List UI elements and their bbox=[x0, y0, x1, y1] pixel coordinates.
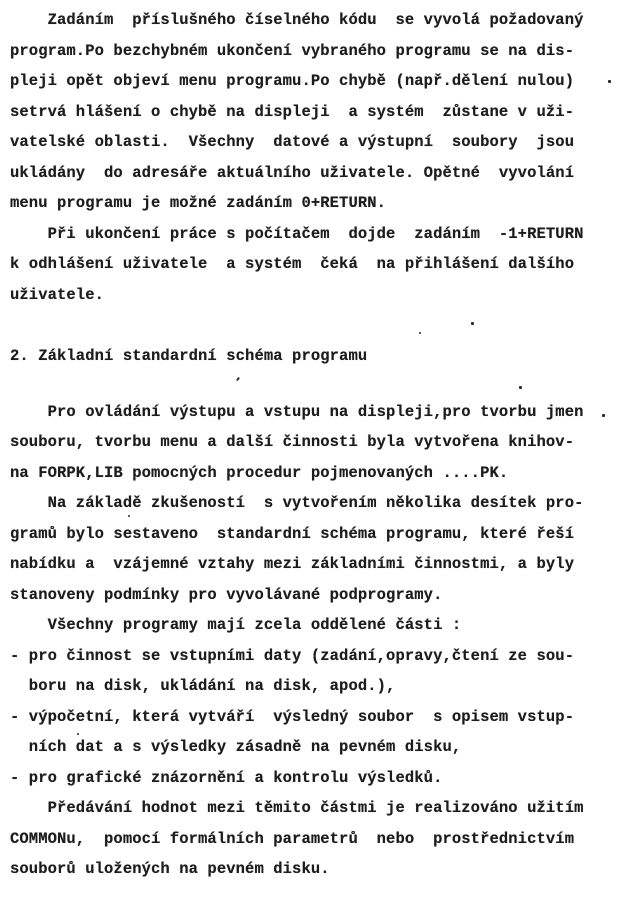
text-line: uživatele. bbox=[10, 285, 105, 304]
paragraph-1 bbox=[10, 5, 627, 219]
paragraph-4 bbox=[10, 488, 627, 610]
bullet-list bbox=[10, 641, 627, 794]
text-line: Zadáním příslušného číselného kódu se vyvolá požadovaný bbox=[10, 11, 584, 29]
text-line: Předávání hodnot mezi těmito částmi je realizováno užitím bbox=[10, 799, 584, 817]
text-line: souborů uložených na pevném disku. bbox=[10, 860, 330, 878]
text-line: k odhlášení uživatele a systém čeká na přihlášení dalšího bbox=[10, 255, 575, 273]
text-line: Pro ovládání výstupu a vstupu na displeji,pro tvorbu jmen bbox=[10, 402, 584, 421]
text-line: gramů bylo sestaveno standardní schéma programu, které řeší bbox=[10, 524, 575, 543]
paragraph-2 bbox=[10, 219, 627, 311]
paragraph-3 bbox=[10, 397, 627, 489]
text-line: Na základě zkušeností s vytvořením několika desítek pro- bbox=[10, 494, 584, 512]
text-line: setrvá hlášení o chybě na displeji a systém zůstane v uži- bbox=[10, 102, 575, 121]
text-line: nabídku a vzájemné vztahy mezi základními činnostmi, a byly bbox=[10, 555, 575, 573]
section-heading: 2. Základní standardní schéma programu bbox=[10, 347, 368, 365]
list-item: - pro grafické znázornění a kontrolu výsledků. bbox=[10, 768, 443, 787]
text-line: Při ukončení práce s počítačem dojde zadáním -1+RETURN bbox=[10, 224, 584, 243]
text-line: pleji opět objeví menu programu.Po chybě (např.dělení nulou) bbox=[10, 72, 575, 90]
scan-speck bbox=[128, 515, 130, 517]
scan-speck bbox=[608, 80, 611, 83]
text-line: stanoveny podmínky pro vyvolávané podprogramy. bbox=[10, 585, 443, 604]
scan-speck bbox=[471, 322, 474, 325]
scan-speck bbox=[519, 386, 522, 389]
paragraph-5 bbox=[10, 793, 627, 885]
text-line: program.Po bezchybném ukončení vybraného programu se na dis- bbox=[10, 41, 575, 60]
scan-speck bbox=[77, 733, 79, 735]
scan-speck bbox=[419, 332, 421, 334]
text-line: ukládány do adresáře aktuálního uživatele. Opětné vyvolání bbox=[10, 163, 575, 182]
list-item: ních dat a s výsledky zásadně na pevném disku, bbox=[10, 738, 462, 756]
text-line: na FORPK,LIB pomocných procedur pojmenovaných ....PK. bbox=[10, 463, 509, 482]
text-line: menu programu je možné zadáním 0+RETURN. bbox=[10, 194, 387, 212]
list-item: boru na disk, ukládání na disk, apod.), bbox=[10, 677, 396, 695]
text-line: vatelské oblasti. Všechny datové a výstupní soubory jsou bbox=[10, 133, 575, 151]
text-line: COMMONu, pomocí formálních parametrů nebo prostřednictvím bbox=[10, 829, 575, 848]
list-item: - výpočetní, která vytváří výsledný soubor s opisem vstup- bbox=[10, 707, 575, 726]
list-intro-line: Všechny programy mají zcela oddělené části : bbox=[10, 616, 462, 634]
list-item: - pro činnost se vstupními daty (zadání,opravy,čtení ze sou- bbox=[10, 646, 575, 665]
scan-speck bbox=[236, 377, 240, 381]
scan-speck bbox=[602, 414, 605, 417]
text-line: souboru, tvorbu menu a další činnosti byla vytvořena knihov- bbox=[10, 433, 575, 451]
